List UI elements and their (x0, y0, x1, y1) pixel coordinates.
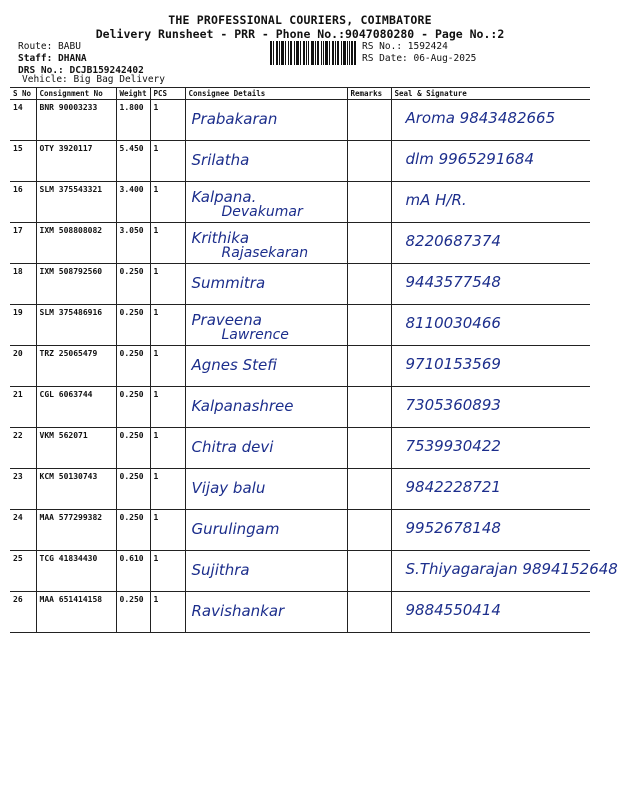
remarks-cell (347, 510, 391, 551)
rs-no-label: RS No.: 1592424 (362, 41, 448, 52)
consignment-number-cell: OTY 3920117 (36, 141, 116, 182)
serial-number-cell: 21 (10, 387, 36, 428)
signature: Aroma 9843482665 (405, 109, 556, 127)
signature: 9443577548 (405, 273, 501, 291)
table-row (10, 551, 590, 592)
column-header: Seal & Signature (391, 88, 590, 100)
seal-signature-cell (391, 100, 590, 141)
consignee-name-line2: Rajasekaran (221, 245, 309, 261)
consignee-cell (185, 428, 347, 469)
weight-cell: 0.250 (116, 469, 150, 510)
consignee-name: Prabakaran (191, 110, 278, 128)
signature: 7305360893 (405, 396, 501, 414)
pieces-cell: 1 (150, 141, 185, 182)
signature: 9884550414 (405, 601, 501, 619)
vehicle-label: Vehicle: Big Bag Delivery (22, 74, 165, 85)
weight-cell: 3.400 (116, 182, 150, 223)
consignment-number-cell: VKM 562071 (36, 428, 116, 469)
consignee-name: Vijay balu (191, 479, 266, 497)
remarks-cell (347, 223, 391, 264)
signature: 9952678148 (405, 519, 501, 537)
seal-signature-cell (391, 551, 618, 592)
consignee-name-line2: Devakumar (221, 204, 303, 220)
serial-number-cell: 17 (10, 223, 36, 264)
consignment-number-cell: IXM 508792560 (36, 264, 116, 305)
pieces-cell: 1 (150, 510, 185, 551)
seal-signature-cell (391, 141, 590, 182)
route-label: Route: BABU (18, 41, 81, 52)
pieces-cell: 1 (150, 469, 185, 510)
serial-number-cell: 16 (10, 182, 36, 223)
weight-cell: 0.250 (116, 592, 150, 633)
runsheet-table (10, 87, 618, 633)
consignee-name: Kalpanashree (191, 397, 294, 415)
signature: dlm 9965291684 (405, 150, 535, 168)
consignee-name: Sujithra (191, 561, 250, 579)
consignee-cell (185, 223, 347, 264)
seal-signature-cell (391, 469, 590, 510)
remarks-cell (347, 141, 391, 182)
table-row (10, 346, 590, 387)
consignee-name: Gurulingam (191, 520, 280, 538)
table-row (10, 223, 590, 264)
weight-cell: 0.610 (116, 551, 150, 592)
serial-number-cell: 14 (10, 100, 36, 141)
seal-signature-cell (391, 346, 590, 387)
weight-cell: 5.450 (116, 141, 150, 182)
consignee-name-line2: Lawrence (221, 327, 289, 343)
consignment-number-cell: TCG 41834430 (36, 551, 116, 592)
remarks-cell (347, 387, 391, 428)
pieces-cell: 1 (150, 551, 185, 592)
pieces-cell: 1 (150, 428, 185, 469)
seal-signature-cell (391, 510, 590, 551)
runsheet-title: THE PROFESSIONAL COURIERS, COIMBATORE (168, 13, 432, 27)
remarks-cell (347, 264, 391, 305)
pieces-cell: 1 (150, 592, 185, 633)
staff-label: Staff: DHANA (18, 53, 87, 64)
seal-signature-cell (391, 387, 590, 428)
weight-cell: 3.050 (116, 223, 150, 264)
column-header: Consignee Details (185, 88, 347, 100)
weight-cell: 0.250 (116, 346, 150, 387)
consignee-cell (185, 141, 347, 182)
serial-number-cell: 19 (10, 305, 36, 346)
table-row (10, 387, 590, 428)
weight-cell: 1.800 (116, 100, 150, 141)
consignee-cell (185, 264, 347, 305)
column-header: S No (10, 88, 36, 100)
serial-number-cell: 18 (10, 264, 36, 305)
consignment-number-cell: MAA 651414158 (36, 592, 116, 633)
weight-cell: 0.250 (116, 428, 150, 469)
consignee-cell (185, 305, 347, 346)
serial-number-cell: 26 (10, 592, 36, 633)
table-row (10, 510, 590, 551)
seal-signature-cell (391, 592, 590, 633)
remarks-cell (347, 100, 391, 141)
signature: S.Thiyagarajan 9894152648 (405, 560, 618, 578)
remarks-cell (347, 346, 391, 387)
table-row (10, 182, 590, 223)
signature: 9842228721 (405, 478, 501, 496)
consignee-cell (185, 182, 347, 223)
consignee-cell (185, 592, 347, 633)
serial-number-cell: 15 (10, 141, 36, 182)
serial-number-cell: 24 (10, 510, 36, 551)
drs-no-label: DRS No.: DCJB159242402 (18, 65, 144, 76)
consignment-number-cell: KCM 50130743 (36, 469, 116, 510)
signature: 8110030466 (405, 314, 501, 332)
table-row (10, 100, 590, 141)
weight-cell: 0.250 (116, 510, 150, 551)
column-header: Consignment No (36, 88, 116, 100)
serial-number-cell: 22 (10, 428, 36, 469)
column-header: Weight (116, 88, 150, 100)
seal-signature-cell (391, 182, 590, 223)
consignee-name: Kalpana. (191, 188, 257, 206)
seal-signature-cell (391, 428, 590, 469)
weight-cell: 0.250 (116, 305, 150, 346)
column-header: Remarks (347, 88, 391, 100)
consignee-cell (185, 469, 347, 510)
seal-signature-cell (391, 305, 590, 346)
table-row (10, 305, 590, 346)
remarks-cell (347, 469, 391, 510)
consignee-name: Summitra (191, 274, 266, 292)
serial-number-cell: 23 (10, 469, 36, 510)
table-row (10, 141, 590, 182)
consignee-cell (185, 387, 347, 428)
table-header-row (10, 88, 590, 100)
table-row (10, 264, 590, 305)
pieces-cell: 1 (150, 305, 185, 346)
consignment-number-cell: SLM 375486916 (36, 305, 116, 346)
signature: 7539930422 (405, 437, 501, 455)
weight-cell: 0.250 (116, 264, 150, 305)
pieces-cell: 1 (150, 223, 185, 264)
seal-signature-cell (391, 223, 590, 264)
consignment-number-cell: BNR 90003233 (36, 100, 116, 141)
table-row (10, 469, 590, 510)
pieces-cell: 1 (150, 387, 185, 428)
consignment-number-cell: IXM 508808082 (36, 223, 116, 264)
seal-signature-cell (391, 264, 590, 305)
weight-cell: 0.250 (116, 387, 150, 428)
consignee-cell (185, 551, 347, 592)
remarks-cell (347, 305, 391, 346)
consignee-name: Agnes Stefi (191, 356, 277, 374)
consignee-cell (185, 510, 347, 551)
rs-date-label: RS Date: 06-Aug-2025 (362, 53, 477, 64)
remarks-cell (347, 551, 391, 592)
table-row (10, 428, 590, 469)
barcode-image (270, 41, 356, 65)
consignment-number-cell: TRZ 25065479 (36, 346, 116, 387)
remarks-cell (347, 182, 391, 223)
remarks-cell (347, 592, 391, 633)
consignee-name: Praveena (191, 311, 262, 329)
serial-number-cell: 20 (10, 346, 36, 387)
serial-number-cell: 25 (10, 551, 36, 592)
consignee-cell (185, 346, 347, 387)
signature: 9710153569 (405, 355, 501, 373)
pieces-cell: 1 (150, 346, 185, 387)
remarks-cell (347, 428, 391, 469)
signature: 8220687374 (405, 232, 501, 250)
consignee-name: Chitra devi (191, 438, 274, 456)
pieces-cell: 1 (150, 264, 185, 305)
consignment-number-cell: CGL 6063744 (36, 387, 116, 428)
consignment-number-cell: MAA 577299382 (36, 510, 116, 551)
consignee-name: Ravishankar (191, 602, 285, 620)
consignment-number-cell: SLM 375543321 (36, 182, 116, 223)
runsheet-subtitle: Delivery Runsheet - PRR - Phone No.:9047080280 - Page No.:2 (95, 27, 505, 41)
signature: mA H/R. (405, 191, 467, 209)
table-row (10, 592, 590, 633)
consignee-name: Srilatha (191, 151, 250, 169)
column-header: PCS (150, 88, 185, 100)
consignee-name: Krithika (191, 229, 250, 247)
consignee-cell (185, 100, 347, 141)
pieces-cell: 1 (150, 100, 185, 141)
pieces-cell: 1 (150, 182, 185, 223)
